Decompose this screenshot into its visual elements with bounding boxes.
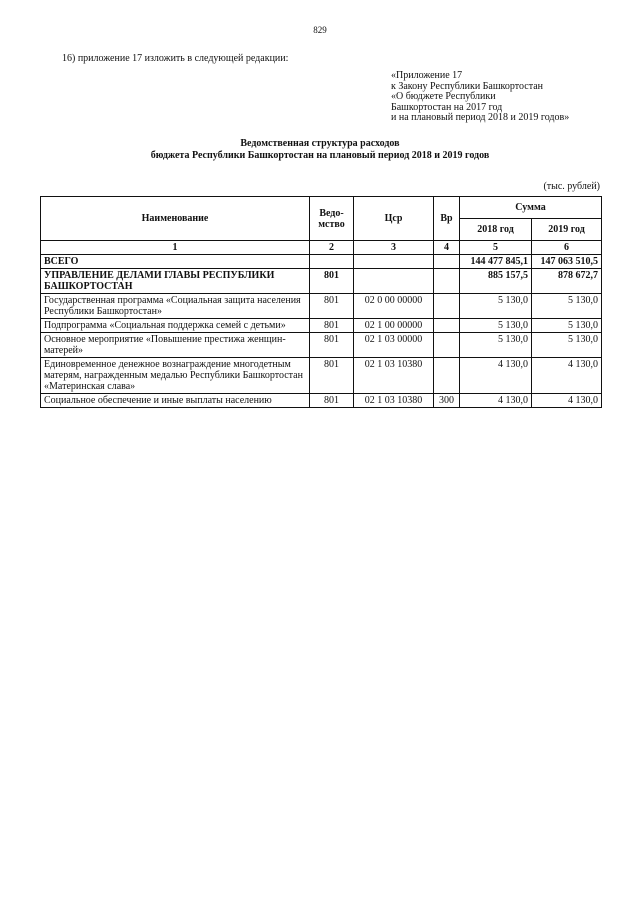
appendix-reference — [391, 71, 569, 124]
header-sum: Сумма — [460, 197, 602, 219]
header-vr: Вр — [434, 197, 460, 241]
row-vr — [434, 358, 460, 394]
row-csr: 02 1 03 10380 — [354, 358, 434, 394]
row-vr — [434, 333, 460, 358]
row-vr — [434, 255, 460, 269]
row-amount-2018: 144 477 845,1 — [460, 255, 532, 269]
row-amount-2019: 147 063 510,5 — [532, 255, 602, 269]
row-amount-2018: 5 130,0 — [460, 319, 532, 333]
row-csr: 02 0 00 00000 — [354, 294, 434, 319]
table-row — [41, 294, 602, 319]
row-dept: 801 — [310, 358, 354, 394]
document-title — [0, 138, 640, 162]
units-label: (тыс. рублей) — [543, 181, 600, 192]
row-vr — [434, 294, 460, 319]
row-dept: 801 — [310, 333, 354, 358]
appendix-line: и на плановый период 2018 и 2019 годов» — [391, 112, 570, 124]
appendix-line: «О бюджете Республики — [391, 91, 496, 103]
row-vr: 300 — [434, 394, 460, 408]
title-line: бюджета Республики Башкортостан на плановый период 2018 и 2019 годов — [150, 150, 490, 161]
row-name: Подпрограмма «Социальная поддержка семей с детьми» — [41, 319, 310, 333]
appendix-line: к Закону Республики Башкортостан — [391, 80, 543, 92]
column-number: 6 — [532, 241, 602, 255]
column-number: 3 — [354, 241, 434, 255]
column-number: 1 — [41, 241, 310, 255]
header-name: Наименование — [41, 197, 310, 241]
row-name: ВСЕГО — [41, 255, 310, 269]
table-body — [41, 255, 602, 408]
row-amount-2018: 4 130,0 — [460, 358, 532, 394]
table-row — [41, 319, 602, 333]
title-line: Ведомственная структура расходов — [240, 138, 400, 149]
row-csr — [354, 269, 434, 294]
row-amount-2019: 5 130,0 — [532, 319, 602, 333]
appendix-line: «Приложение 17 — [391, 70, 463, 81]
amendment-text: 16) приложение 17 изложить в следующей редакции: — [62, 53, 289, 64]
header-csr: Цср — [354, 197, 434, 241]
table-row — [41, 255, 602, 269]
row-name: Основное мероприятие «Повышение престижа женщин-матерей» — [41, 333, 310, 358]
table-row — [41, 269, 602, 294]
appendix-line: Башкортостан на 2017 год — [391, 101, 503, 113]
row-dept: 801 — [310, 394, 354, 408]
row-vr — [434, 319, 460, 333]
row-amount-2019: 5 130,0 — [532, 294, 602, 319]
column-number: 5 — [460, 241, 532, 255]
page-number: 829 — [313, 25, 327, 35]
row-amount-2019: 4 130,0 — [532, 358, 602, 394]
header-dept: Ведо- мство — [310, 197, 354, 241]
row-vr — [434, 269, 460, 294]
row-dept: 801 — [310, 294, 354, 319]
row-name: УПРАВЛЕНИЕ ДЕЛАМИ ГЛАВЫ РЕСПУБЛИКИ БАШКОРТОСТАН — [41, 269, 310, 294]
row-csr: 02 1 00 00000 — [354, 319, 434, 333]
row-csr: 02 1 03 00000 — [354, 333, 434, 358]
row-name: Социальное обеспечение и иные выплаты населению — [41, 394, 310, 408]
row-amount-2019: 878 672,7 — [532, 269, 602, 294]
table-row — [41, 394, 602, 408]
row-csr — [354, 255, 434, 269]
row-amount-2018: 4 130,0 — [460, 394, 532, 408]
header-2018: 2018 год — [460, 219, 532, 241]
header-2019: 2019 год — [532, 219, 602, 241]
budget-table — [40, 196, 602, 408]
row-dept: 801 — [310, 269, 354, 294]
table-row — [41, 333, 602, 358]
row-amount-2019: 4 130,0 — [532, 394, 602, 408]
row-dept — [310, 255, 354, 269]
row-name: Единовременное денежное вознаграждение многодетным матерям, награжденным медалью Республики Башкортостан «Материнская слава» — [41, 358, 310, 394]
row-amount-2019: 5 130,0 — [532, 333, 602, 358]
row-csr: 02 1 03 10380 — [354, 394, 434, 408]
column-number: 2 — [310, 241, 354, 255]
row-amount-2018: 885 157,5 — [460, 269, 532, 294]
row-name: Государственная программа «Социальная защита населения Республики Башкортостан» — [41, 294, 310, 319]
column-number: 4 — [434, 241, 460, 255]
row-dept: 801 — [310, 319, 354, 333]
row-amount-2018: 5 130,0 — [460, 333, 532, 358]
row-amount-2018: 5 130,0 — [460, 294, 532, 319]
table-row — [41, 358, 602, 394]
